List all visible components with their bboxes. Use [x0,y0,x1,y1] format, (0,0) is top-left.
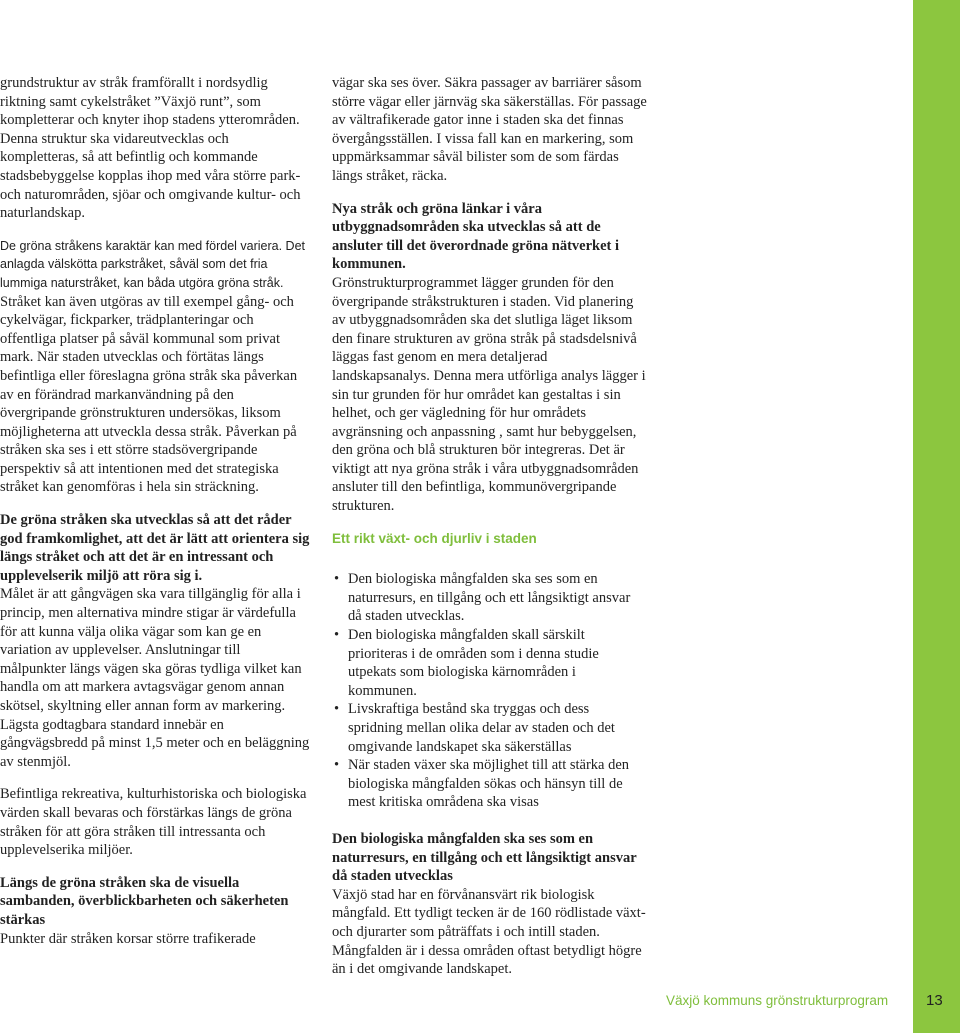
left-paragraph-3-lead: De gröna stråken ska utvecklas så att det råder god framkomlighet, att det är lätt att orientera sig längs stråket och att det är en intressant och upplevelserik miljö att röra sig i. [0,512,310,584]
page-number: 13 [926,992,943,1009]
side-color-bar [913,0,960,1033]
right-paragraph-3 [332,830,647,979]
footer-title: Växjö kommuns grönstrukturprogram [666,993,889,1008]
right-paragraph-1: vägar ska ses över. Säkra passager av barriärer såsom större vägar eller järnväg ska säkerställas. För passage av vältrafikerade gator inne i staden ska det finnas övergångsställen. I vissa fall kan en markering, som uppmärksammar såväl bilister som de som färdas längs stråket, räcka. [332,75,647,184]
section-heading: Ett rikt växt- och djurliv i staden [332,530,537,546]
bullet-item: • Livskraftiga bestånd ska tryggas och dess spridning mellan olika delar av staden och det omgivande landskapet ska säkerställas [332,700,647,756]
left-paragraph-4: Befintliga rekreativa, kulturhistoriska och biologiska värden skall bevaras och förstärkas längs de gröna stråken för att göra stråken till intressanta och upplevelserika miljöer. [0,786,307,859]
left-paragraph-3-rest: Målet är att gångvägen ska vara tillgänglig för alla i princip, men alternativa mindre stigar är värdefulla för att kunna välja olika vägar som kan ge en variation av upplevelser. Anslutningar till målpunkter längs vägen ska göras tydliga vilket kan handla om att markera avtagsvägar genom annan skötsel, skyltning eller annan form av markering. Lägsta godtagbara standard innebär en gångvägsbredd på minst 1,5 meter och en beläggning av stenmjöl. [0,586,310,770]
left-paragraph-5-lead: Längs de gröna stråken ska de visuella sambanden, överblickbarheten och säkerheten stärkas [0,874,289,928]
left-paragraph-1: grundstruktur av stråk framförallt i nordsydlig riktning samt cykelstråket ”Växjö runt”, som kompletterar och knyter ihop stadens ytterområden. Denna struktur ska vidareutvecklas och kompletteras, så att befintlig och kommande stadsbebyggelse kopplas ihop med våra större park- och naturområden, sjöar och omgivande kultur- och naturlandskap. [0,75,301,222]
right-paragraph-3-lead: Den biologiska mångfalden ska ses som en naturresurs, en tillgång och ett långsiktigt ansvar då staden utvecklas [332,830,637,885]
left-paragraph-5-rest: Punkter där stråken korsar större trafikerade [0,930,256,947]
bullet-item: • När staden växer ska möjlighet till att stärka den biologiska mångfalden sökas och hänsyn till de mest kritiska områdena ska visas [332,756,647,812]
left-paragraph-5 [0,874,310,948]
right-paragraph-2 [332,200,647,516]
right-column [332,74,647,993]
right-paragraph-2-rest: Grönstrukturprogrammet lägger grunden för den övergripande stråkstrukturen i staden. Vid planering av utbyggnadsområden ska det slutliga läget liksom den finare strukturen av gröna stråk på stadsdelsnivå läggas fast genom en mera detaljerad landskapsanalys. Denna mera utförliga analys lägger i sin tur grunden för hur området kan gestaltas i sin helhet, och ger vägledning för hur områdets avgränsning och anpassning , samt hur bebyggelsen, den gröna och blå strukturen bör integreras. Det är viktigt att nya gröna stråk i våra utbyggnadsområden ansluter till den befintliga, kommunövergripande strukturen. [332,274,646,515]
bullet-item: • Den biologiska mångfalden skall särskilt prioriteras i de områden som i denna studie utpekats som biologiska kärnområden i kommunen. [332,626,647,700]
bullet-list [332,570,647,812]
left-paragraph-2-sans: De gröna stråkens karaktär kan med fördel variera. Det anlagda välskötta parkstråket, såväl som det fria lummiga naturstråket, kan båda utgöra gröna stråk. [0,238,305,290]
left-paragraph-3 [0,511,310,771]
bullet-item: • Den biologiska mångfalden ska ses som en naturresurs, en tillgång och ett långsiktigt ansvar då staden utvecklas. [332,570,647,626]
left-paragraph-2-rest: Stråket kan även utgöras av till exempel gång- och cykelvägar, fickparker, trädplanteringar och offentliga platser på såväl kommunal som privat mark. När staden utvecklas och förtätas längs befintliga eller föreslagna gröna stråk ska påverkan av en förändrad markanvändning på den övergripande grönstrukturen undersökas, liksom möjligheterna att utveckla dessa stråk. Påverkan på stråken ska ses i ett större stadsövergripande perspektiv så att intentionen med det strategiska stråket kan genomföras i hela sin sträckning. [0,293,298,496]
right-paragraph-3-rest: Växjö stad har en förvånansvärt rik biologisk mångfald. Ett tydligt tecken är de 160 rödlistade växt- och djurarter som påträffats i och intill staden. Mångfalden är i dessa områden oftast betydligt högre än i det omgivande landskapet. [332,886,646,978]
right-paragraph-2-lead: Nya stråk och gröna länkar i våra utbyggnadsområden ska utvecklas så att de ansluter till det överordnade gröna nätverket i kommunen. [332,200,620,273]
left-column [0,74,310,962]
left-paragraph-2 [0,237,310,497]
